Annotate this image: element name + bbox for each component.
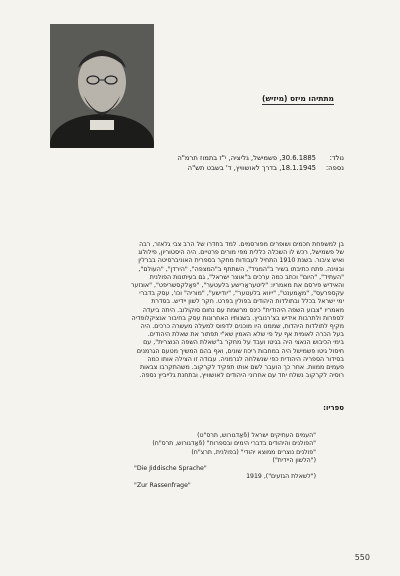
portrait-illustration — [50, 24, 154, 148]
work-item: "Die Jiddische Sprache" — [134, 465, 207, 473]
born-value: 30.6.1885, פשמישל, גליציה, י"ז בתמוז תרמ"ה — [177, 154, 316, 162]
work-item: "העמים העתיקים ישראל (פֿאַדגורוש, תרס"ט) — [197, 432, 316, 439]
bio-line: של פשמישל, רכש לו השכלה כללית מפי מורים פרטיים. היה היסטוריון, פילולוג — [138, 249, 344, 257]
died-value: 18.1.1945, בדרך לאושוויץ, ד' בשבט תש"ה — [187, 163, 316, 172]
bio-line: מקיף לתולדות היהדות, שממנו היו מוכנים לדפוס למעלה מעשרה כרכים. היה — [140, 323, 344, 331]
born-label: נולד: — [329, 154, 344, 162]
works-list — [110, 432, 316, 490]
bio-line: והאידיש פירסם את מאמריו: "ליטעראַרישע בלעטער", "פאָלקסשריפט", "אונזער — [130, 282, 344, 290]
bio-line: בן למשפחת חכמים ושופרים מפורסמים. למד בחדרו של הרב צבי גלאזר, רבה — [139, 241, 344, 248]
bio-line: בימי הכיבוש הנאצי היה בגיטו ועבד על מחקר ב"שאלת השפה הנוצרית", עם — [143, 339, 344, 347]
bio-line: ובווינה. פתח כתיבתו בשיר ב"המגיד", השתתף ב"המצפה", "הירדן", "העולם", — [138, 265, 344, 273]
died-row — [177, 164, 344, 174]
work-item: ("לשאלת הגזעים"), 1919 — [246, 473, 316, 481]
born-row — [177, 154, 344, 164]
bio-line: חיסול גיטו פשמישל היה במחבות ריכוז שונים, ואף בהם המשיך מטעם הגרמנים — [136, 347, 344, 355]
bio-line: לספרות ולתרבות אידיש בצ'רנוביץ. בשנותיו האחרונות עסק בחיבור אנציקלופדיה — [131, 314, 344, 322]
bio-line: ואיש ציבור. בשנת 1910 התחיל לעבודות מחקר בספרית האוניברסיטה בברלין — [138, 257, 344, 265]
work-item: "Zur Rassenfrage" — [134, 481, 191, 489]
person-name: מתתיהו מיזס (מיזיש) — [262, 94, 334, 103]
page-number: 550 — [354, 553, 370, 562]
bio-line: רוסיה לקרקוב נשלח יחד עם אחרוני היהודים לאושוויץ, ובתחנת גלייביץ נספה. — [139, 372, 344, 380]
portrait-photo — [50, 24, 154, 148]
biography-text — [56, 241, 344, 380]
biographical-dates — [177, 154, 344, 173]
work-item: ("הלשון היידית") — [272, 456, 316, 464]
work-item: "הפולנים והיהודים בדברי הימים ובספרות" (פֿאַדגורוש, תרס"ח) — [152, 440, 316, 448]
bio-line: מאמריו "צבוע השפה היהודית" כינס מרשמת עם נחום סוקולוב. היתה ביעדה — [142, 306, 344, 314]
bio-line: ימי ישראל בכלל ובתולדות היהודים בפולין בפרט. חקר לשון יידיש. בסדרת — [151, 298, 344, 306]
bio-line: פעמים ממוות. אחר כך הועבר לשם אותו תפקיד לקרקוב. משהתקרבו צבאות — [139, 364, 344, 372]
died-label: נספה: — [325, 163, 344, 172]
bio-line: עקספרעס", "מאָמענט", "ייווא בלעטער", "יודישע", "מוריה" וכו', עסק בדברי — [139, 290, 344, 298]
bio-line: "העתיד", "היום" וכתב כמה ערכים ב"אוצר ישראל", גם בעיתונות הפולנית — [149, 273, 344, 281]
work-item: "פולנים נוצרים ממוצא יהודי" (בפולנית, תרצ"ח) — [191, 448, 316, 456]
works-heading: ספריו: — [323, 404, 344, 412]
bio-line: בסידור הספריה היהודית כפי שנשלחה לגרמניה. עבודה זו הצילה אותו כמה — [147, 355, 344, 363]
bio-line: בעל הכרה לאומית אף על פי שלא האמין שא"י תפתור את שאלת היהודים. — [147, 331, 344, 339]
